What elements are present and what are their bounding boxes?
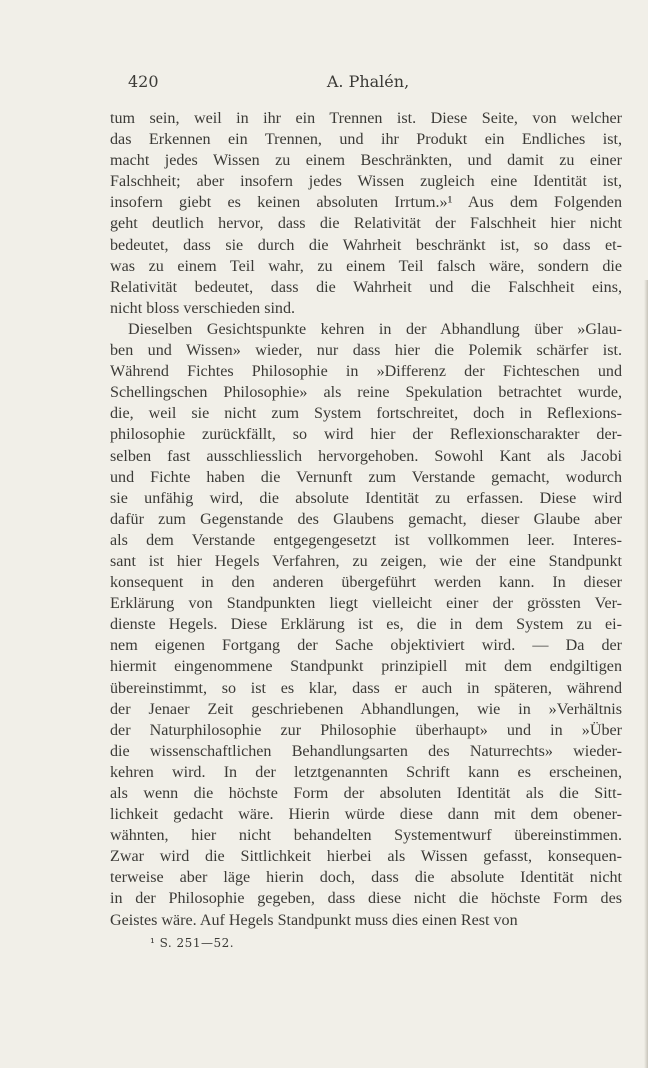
text-line: die wissenschaftlichen Behandlungsarten des Naturrechts» wieder- (110, 742, 622, 760)
text-line: der Jenaer Zeit geschriebenen Abhandlungen, wie in »Verhältnis (110, 700, 622, 718)
text-line: geht deutlich hervor, dass die Relativität der Falschheit hier nicht (110, 215, 622, 233)
text-line: dafür zum Gegenstande des Glaubens gemacht, dieser Glaube aber (110, 510, 622, 528)
text-line: lichkeit gedacht wäre. Hierin würde diese dann mit dem obener- (110, 806, 622, 824)
page-header (112, 72, 624, 96)
text-line: sant ist hier Hegels Verfahren, zu zeigen, wie der eine Standpunkt (110, 552, 622, 570)
text-line: als wenn die höchste Form der absoluten Identität als die Sitt- (110, 785, 622, 802)
footnote: ¹ S. 251—52. (150, 936, 235, 950)
text-line: Falschheit; aber insofern jedes Wissen zugleich eine Identität ist, (110, 173, 622, 191)
text-line: kehren wird. In der letztgenannten Schrift kann es erscheinen, (110, 763, 622, 781)
text-line: und Fichte haben die Vernunft zum Verstande gemacht, wodurch (110, 468, 622, 486)
text-line: Erklärung von Standpunkten liegt vielleicht einer der grössten Ver- (110, 595, 622, 613)
page-number: 420 (128, 72, 159, 91)
text-line: was zu einem Teil wahr, zu einem Teil falsch wäre, sondern die (110, 257, 622, 275)
text-line: hiermit eingenommene Standpunkt prinzipiell mit dem endgiltigen (110, 658, 622, 676)
text-line: wähnten, hier nicht behandelten Systementwurf übereinstimmen. (110, 827, 622, 845)
text-line: Zwar wird die Sittlichkeit hierbei als Wissen gefasst, konsequen- (110, 848, 622, 866)
text-line: Geistes wäre. Auf Hegels Standpunkt muss dies einen Rest von (110, 911, 518, 929)
text-line: sie unfähig wird, die absolute Identität zu erfassen. Diese wird (110, 489, 622, 507)
text-line: insofern giebt es keinen absoluten Irrtum.»¹ Aus dem Folgenden (110, 194, 622, 212)
text-line: dienste Hegels. Diese Erklärung ist es, die in dem System zu ei- (110, 616, 622, 634)
page-edge-shadow (644, 280, 648, 1068)
text-line: philosophie zurückfällt, so wird hier der Reflexionscharakter der- (110, 426, 622, 444)
text-line: der Naturphilosophie zur Philosophie überhaupt» und in »Über (110, 721, 622, 739)
text-line: Relativität bedeutet, dass die Wahrheit und die Falschheit eins, (110, 278, 622, 296)
running-head: A. Phalén, (326, 72, 410, 91)
text-line: terweise aber läge hierin doch, dass die absolute Identität nicht (110, 869, 622, 887)
text-line: als dem Verstande entgegengesetzt ist vollkommen leer. Interes- (110, 531, 622, 549)
body-text (110, 108, 622, 931)
text-line: in der Philosophie gegeben, dass diese nicht die höchste Form des (110, 890, 622, 908)
text-line: nem eigenen Fortgang der Sache objektiviert wird. — Da der (110, 637, 622, 655)
text-line: Dieselben Gesichtspunkte kehren in der Abhandlung über »Glau- (128, 320, 622, 338)
paragraph (110, 108, 622, 319)
text-line: tum sein, weil in ihr ein Trennen ist. Diese Seite, von welcher (110, 110, 622, 127)
text-line: bedeutet, dass sie durch die Wahrheit beschränkt ist, so dass et- (110, 236, 622, 254)
text-line: das Erkennen ein Trennen, und ihr Produkt ein Endliches ist, (110, 131, 622, 149)
text-line: nicht bloss verschieden sind. (110, 299, 296, 317)
text-line: übereinstimmt, so ist es klar, dass er auch in späteren, während (110, 679, 622, 697)
text-line: Schellingschen Philosophie» als reine Spekulation betrachtet wurde, (110, 384, 622, 402)
text-line: Während Fichtes Philosophie in »Differenz der Fichteschen und (110, 363, 622, 381)
text-line: konsequent in den anderen übergeführt werden kann. In dieser (110, 574, 622, 592)
text-line: die, weil sie nicht zum System fortschreitet, doch in Reflexions- (110, 405, 622, 423)
text-line: macht jedes Wissen zu einem Beschränkten, und damit zu einer (110, 152, 622, 170)
text-line: selben fast ausschliesslich hervorgehoben. Sowohl Kant als Jacobi (110, 447, 622, 465)
text-line: ben und Wissen» wieder, nur dass hier die Polemik schärfer ist. (110, 342, 622, 360)
paragraph (110, 319, 622, 931)
